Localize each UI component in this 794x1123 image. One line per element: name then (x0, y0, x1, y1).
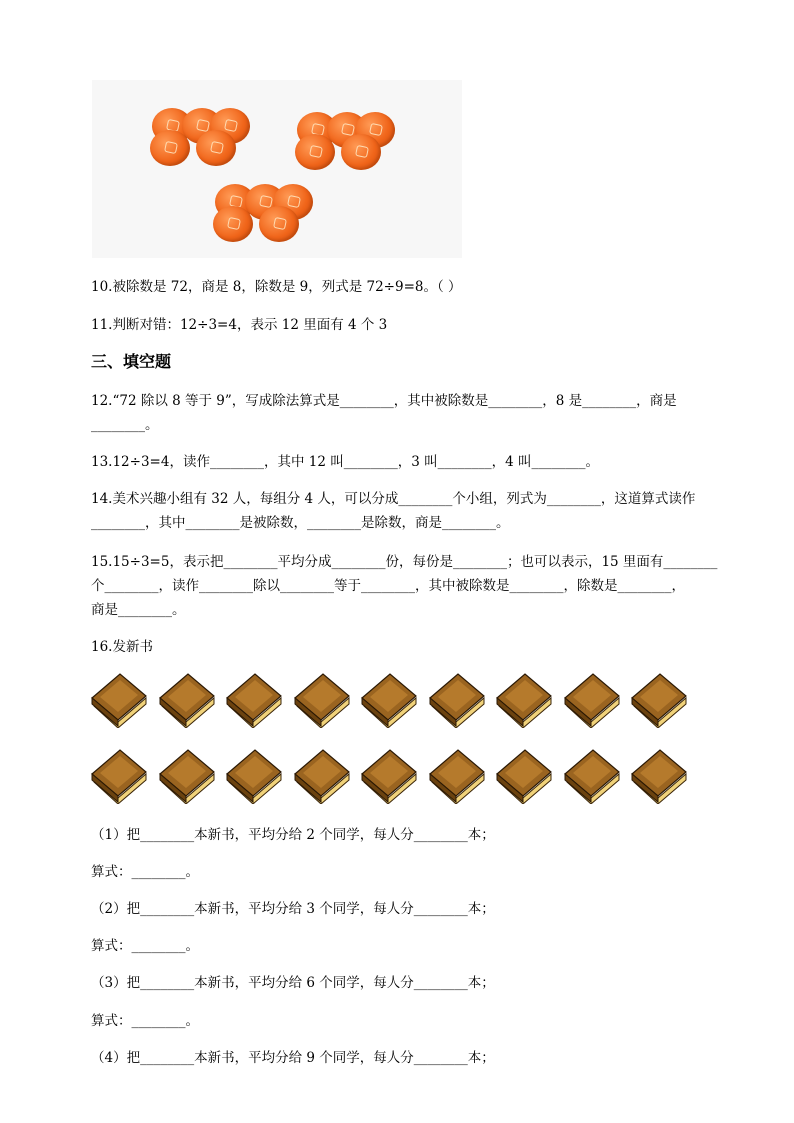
question-15-line-3: 商是________。 (91, 602, 186, 618)
formula-3: 算式：________。 (91, 1013, 199, 1029)
book-icon (158, 746, 216, 804)
question-14-line-2: ________，其中________是被除数，________是除数，商是________。 (91, 515, 510, 531)
question-12-line-2: ________。 (91, 417, 159, 433)
section-heading-fill-in: 三、填空题 (91, 352, 172, 371)
subquestion-3: （3）把________本新书，平均分给 6 个同学，每人分________本； (91, 975, 495, 991)
formula-2: 算式：________。 (91, 938, 199, 954)
question-12-line-1: 12.“72 除以 8 等于 9”，写成除法算式是________，其中被除数是________，8 是________，商是 (91, 393, 677, 409)
book-icon (360, 746, 418, 804)
book-icon (428, 670, 486, 728)
book-icon (495, 746, 553, 804)
question-13: 13.12÷3=4，读作________，其中 12 叫________，3 叫________，4 叫________。 (91, 454, 599, 470)
book-icon (225, 746, 283, 804)
formula-1: 算式：________。 (91, 864, 199, 880)
book-icon (158, 670, 216, 728)
books-figure (90, 670, 710, 810)
book-icon (495, 670, 553, 728)
question-11: 11.判断对错：12÷3=4，表示 12 里面有 4 个 3 (91, 317, 388, 333)
book-icon (360, 670, 418, 728)
book-icon (293, 746, 351, 804)
subquestion-4: （4）把________本新书，平均分给 9 个同学，每人分________本； (91, 1050, 495, 1066)
orange-icon (341, 134, 381, 170)
book-icon (563, 670, 621, 728)
question-14-line-1: 14.美术兴趣小组有 32 人，每组分 4 人，可以分成________个小组，列式为________，这道算式读作 (91, 491, 696, 507)
orange-icon (150, 130, 190, 166)
orange-icon (295, 134, 335, 170)
question-10: 10.被除数是 72，商是 8，除数是 9，列式是 72÷9=8。（ ） (91, 279, 462, 295)
book-icon (428, 746, 486, 804)
book-icon (630, 746, 688, 804)
question-16-title: 16.发新书 (91, 639, 153, 655)
orange-icon (213, 206, 253, 242)
question-15-line-1: 15.15÷3=5，表示把________平均分成________份，每份是________；也可以表示，15 里面有________ (91, 554, 718, 570)
orange-icon (259, 206, 299, 242)
orange-icon (196, 130, 236, 166)
book-icon (90, 670, 148, 728)
subquestion-2: （2）把________本新书，平均分给 3 个同学，每人分________本； (91, 901, 495, 917)
book-icon (225, 670, 283, 728)
question-15-line-2: 个________，读作________除以________等于________，其中被除数是________，除数是________， (91, 578, 685, 594)
book-icon (293, 670, 351, 728)
book-icon (563, 746, 621, 804)
book-icon (90, 746, 148, 804)
book-icon (630, 670, 688, 728)
oranges-figure (92, 80, 462, 258)
subquestion-1: （1）把________本新书，平均分给 2 个同学，每人分________本； (91, 827, 495, 843)
